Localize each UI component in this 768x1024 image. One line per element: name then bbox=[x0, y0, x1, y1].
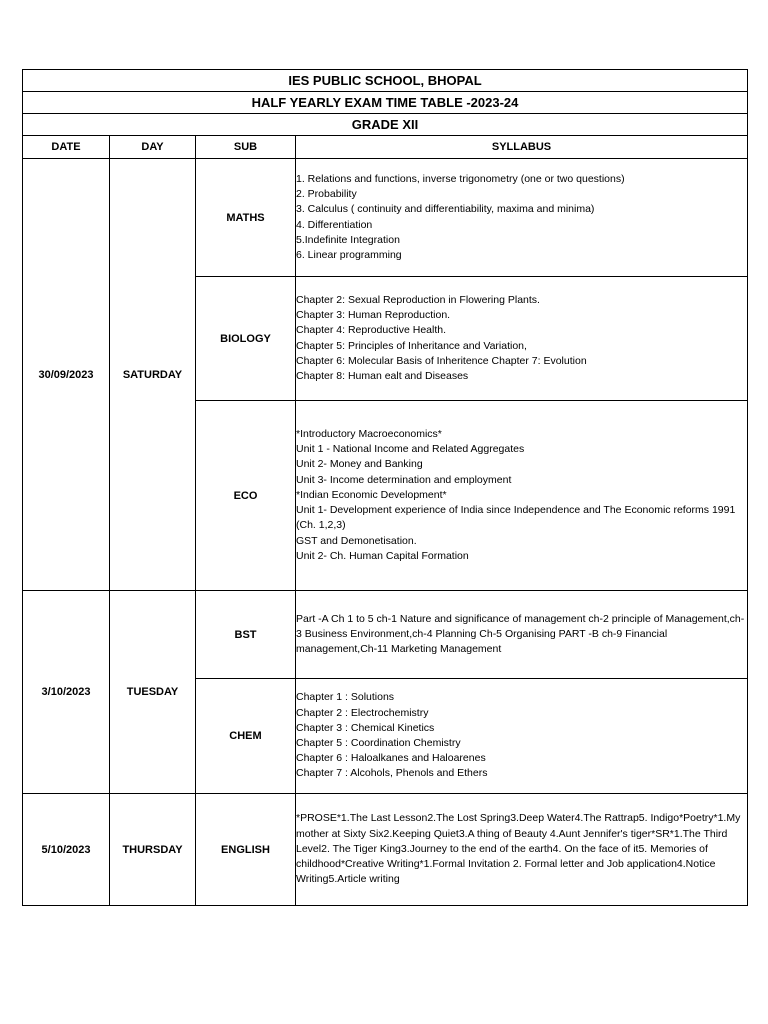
syllabus-line: 3. Calculus ( continuity and differentiability, maxima and minima) bbox=[296, 203, 595, 216]
syllabus-line: Unit 1- Development experience of India since Independence and The Economic reforms 1991 bbox=[296, 504, 736, 517]
school-name: IES PUBLIC SCHOOL, BHOPAL bbox=[23, 70, 748, 92]
table-row bbox=[23, 794, 748, 906]
syllabus-line: Chapter 4: Reproductive Health. bbox=[296, 324, 446, 337]
exam-date: 3/10/2023 bbox=[23, 591, 110, 794]
subject-name: MATHS bbox=[196, 159, 296, 277]
table-row bbox=[23, 591, 748, 679]
syllabus-line: Chapter 2: Sexual Reproduction in Flowering Plants. bbox=[296, 293, 540, 306]
exam-day: THURSDAY bbox=[110, 794, 196, 906]
syllabus-line: *Indian Economic Development* bbox=[296, 488, 447, 501]
syllabus-line: (Ch. 1,2,3) bbox=[296, 519, 346, 532]
exam-date: 5/10/2023 bbox=[23, 794, 110, 906]
syllabus-line: GST and Demonetisation. bbox=[296, 534, 417, 547]
syllabus-line: 1. Relations and functions, inverse trigonometry (one or two questions) bbox=[296, 172, 625, 185]
syllabus-line: Unit 3- Income determination and employment bbox=[296, 473, 512, 486]
exam-title: HALF YEARLY EXAM TIME TABLE -2023-24 bbox=[23, 92, 748, 114]
syllabus-cell bbox=[296, 794, 748, 906]
syllabus-line: Unit 2- Ch. Human Capital Formation bbox=[296, 549, 469, 562]
grade-title: GRADE XII bbox=[23, 114, 748, 136]
syllabus-line: Chapter 6: Molecular Basis of Inheritence Chapter 7: Evolution bbox=[296, 354, 587, 367]
exam-date: 30/09/2023 bbox=[23, 159, 110, 591]
syllabus-line: 4. Differentiation bbox=[296, 218, 373, 231]
syllabus-line: Part -A Ch 1 to 5 ch-1 Nature and significance of management ch-2 principle of Management,ch-3 Business Environment,ch-4 Planning Ch-5 Organising PART -B ch-9 Financial management,Ch-11 Marketing Management bbox=[296, 612, 745, 656]
table-row bbox=[23, 159, 748, 277]
exam-day: TUESDAY bbox=[110, 591, 196, 794]
syllabus-line: *PROSE*1.The Last Lesson2.The Lost Spring3.Deep Water4.The Rattrap5. Indigo*Poetry*1.My mother at Sixty Six2.Keeping Quiet3.A thing of Beauty 4.Aunt Jennifer's tiger*SR*1.The Third Level2. The Tiger King3.Journey to the end of the earth4. On the face of it5. Memories of childhood*Creative Writing*1.Formal Invitation 2. Formal letter and Job application4.Notice Writing5.Article writing bbox=[296, 812, 741, 886]
syllabus-line: Unit 1 - National Income and Related Aggregates bbox=[296, 443, 525, 456]
syllabus-line: 6. Linear programming bbox=[296, 248, 402, 261]
syllabus-cell bbox=[296, 591, 748, 679]
column-header-syllabus: SYLLABUS bbox=[296, 136, 748, 159]
syllabus-line: Unit 2- Money and Banking bbox=[296, 458, 423, 471]
syllabus-line: Chapter 3: Human Reproduction. bbox=[296, 309, 451, 322]
syllabus-line: Chapter 1 : Solutions bbox=[296, 691, 395, 704]
column-header-day: DAY bbox=[110, 136, 196, 159]
syllabus-line: Chapter 7 : Alcohols, Phenols and Ethers bbox=[296, 767, 488, 780]
syllabus-line: Chapter 6 : Haloalkanes and Haloarenes bbox=[296, 752, 486, 765]
syllabus-cell bbox=[296, 401, 748, 591]
column-header-sub: SUB bbox=[196, 136, 296, 159]
subject-name: CHEM bbox=[196, 679, 296, 794]
syllabus-line: *Introductory Macroeconomics* bbox=[296, 428, 442, 441]
subject-name: ECO bbox=[196, 401, 296, 591]
syllabus-line: Chapter 5: Principles of Inheritance and Variation, bbox=[296, 339, 527, 352]
syllabus-line: 2. Probability bbox=[296, 188, 357, 201]
syllabus-line: Chapter 5 : Coordination Chemistry bbox=[296, 737, 461, 749]
syllabus-cell bbox=[296, 277, 748, 401]
syllabus-cell bbox=[296, 159, 748, 277]
subject-name: BST bbox=[196, 591, 296, 679]
syllabus-line: 5.Indefinite Integration bbox=[296, 233, 400, 246]
syllabus-line: Chapter 2 : Electrochemistry bbox=[296, 706, 429, 719]
subject-name: BIOLOGY bbox=[196, 277, 296, 401]
exam-day: SATURDAY bbox=[110, 159, 196, 591]
syllabus-cell bbox=[296, 679, 748, 794]
syllabus-line: Chapter 8: Human ealt and Diseases bbox=[296, 369, 469, 382]
subject-name: ENGLISH bbox=[196, 794, 296, 906]
syllabus-line: Chapter 3 : Chemical Kinetics bbox=[296, 721, 435, 734]
column-header-date: DATE bbox=[23, 136, 110, 159]
exam-timetable bbox=[22, 69, 748, 906]
